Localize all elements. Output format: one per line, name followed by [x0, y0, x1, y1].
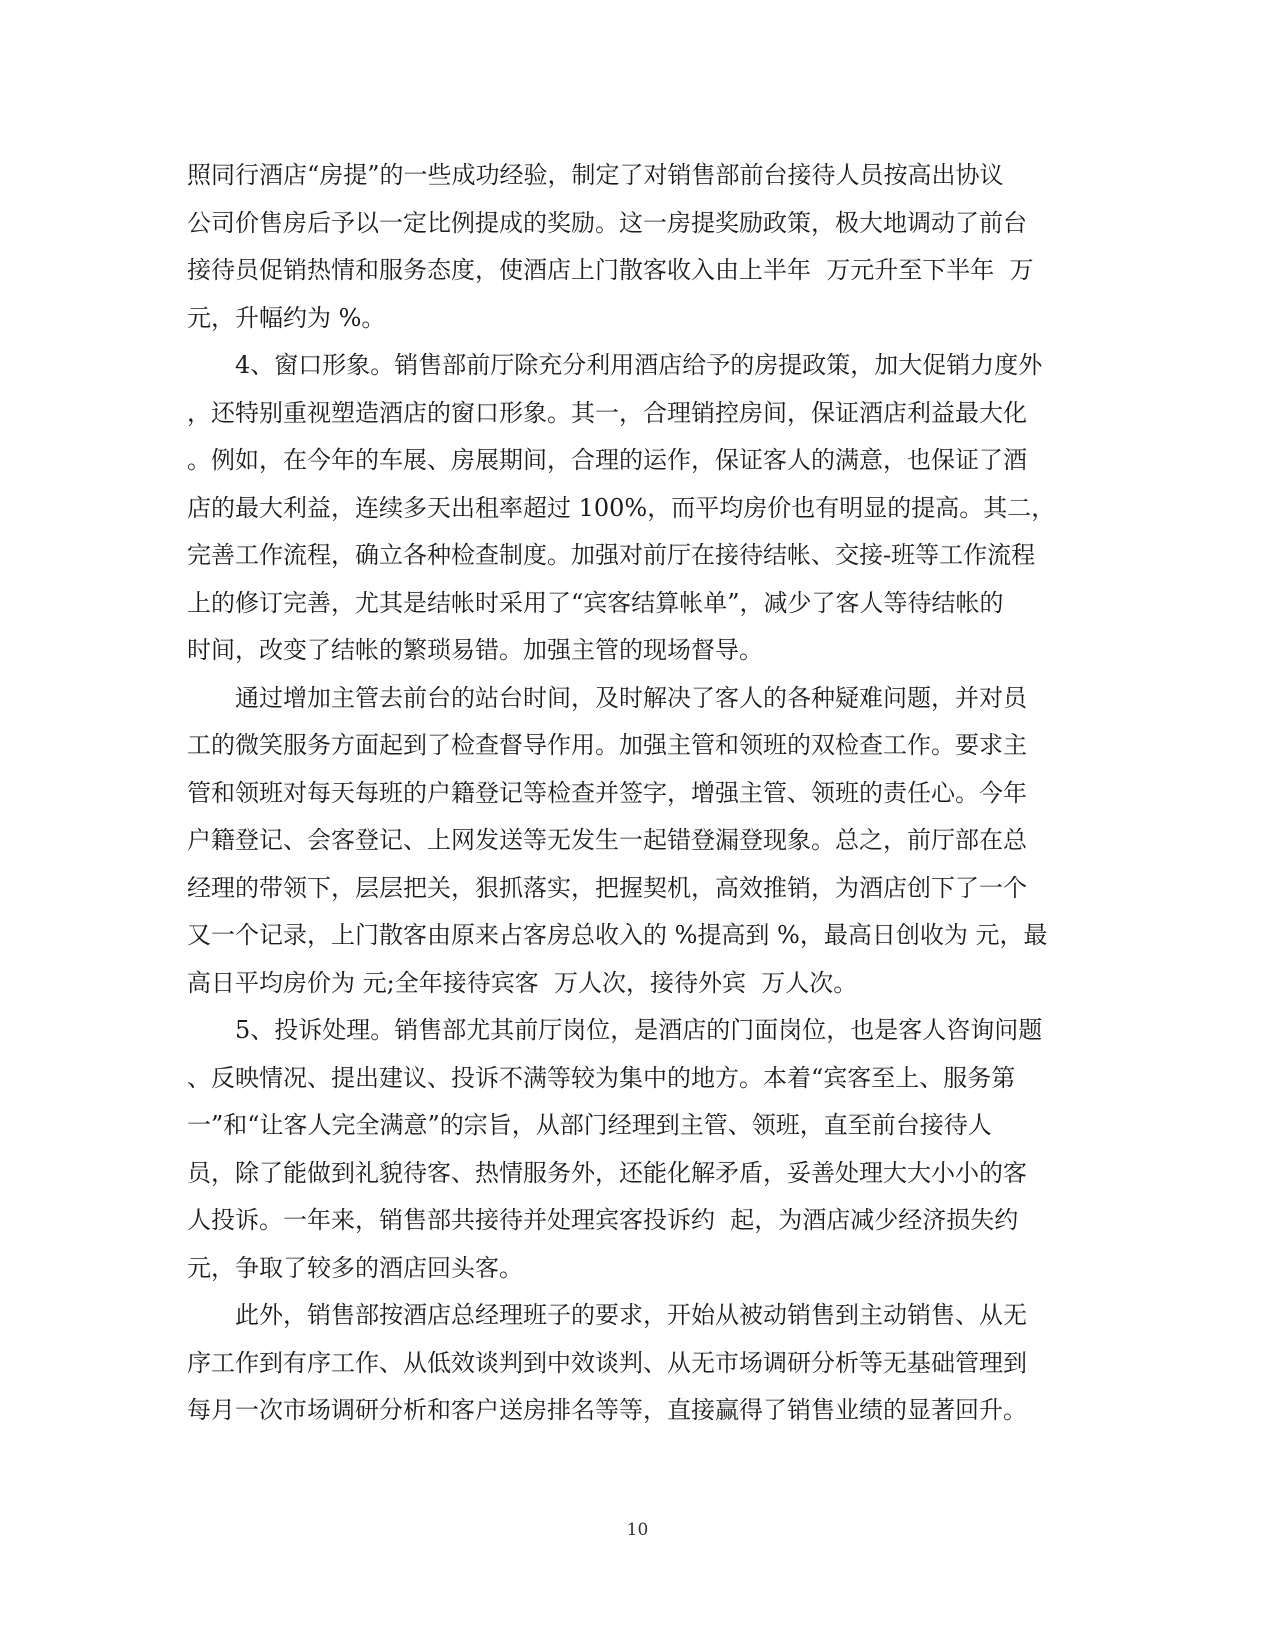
text-line: 经理的带领下，层层把关，狠抓落实，把握契机，高效推销，为酒店创下了一个	[187, 873, 1027, 902]
text-line: 元，争取了较多的酒店回头客。	[187, 1253, 523, 1282]
paragraph-first-line: 5、投诉处理。销售部尤其前厅岗位，是酒店的门面岗位，也是客人咨询问题	[235, 1016, 1043, 1044]
text-line: 员，除了能做到礼貌待客、热情服务外，还能化解矛盾，妥善处理大大小小的客	[187, 1158, 1027, 1187]
text-line: ，还特别重视塑造酒店的窗口形象。其一，合理销控房间，保证酒店利益最大化	[187, 398, 1027, 427]
text-line: 完善工作流程，确立各种检查制度。加强对前厅在接待结帐、交接-班等工作流程	[187, 541, 1036, 569]
text-line: 、反映情况、提出建议、投诉不满等较为集中的地方。本着“宾客至上、服务第	[187, 1063, 1016, 1092]
text-line: 人投诉。一年来，销售部共接待并处理宾客投诉约 起，为酒店减少经济损失约	[187, 1206, 1019, 1234]
text-line: 工的微笑服务方面起到了检查督导作用。加强主管和领班的双检查工作。要求主	[187, 731, 1027, 759]
body-text	[187, 152, 1056, 1435]
text-line: 户籍登记、会客登记、上网发送等无发生一起错登漏登现象。总之，前厅部在总	[187, 826, 1027, 854]
text-line: 管和领班对每天每班的户籍登记等检查并签字，增强主管、领班的责任心。今年	[187, 778, 1027, 807]
page-number: 10	[626, 1520, 649, 1540]
paragraph-first-line: 通过增加主管去前台的站台时间，及时解决了客人的各种疑难问题，并对员	[235, 683, 1027, 712]
text-line: 接待员促销热情和服务态度，使酒店上门散客收入由上半年 万元升至下半年 万	[187, 256, 1034, 284]
text-line: 一”和“让客人完全满意”的宗旨，从部门经理到主管、领班，直至前台接待人	[187, 1111, 992, 1139]
text-line: 店的最大利益，连续多天出租率超过 100%，而平均房价也有明显的提高。其二，	[187, 493, 1056, 522]
paragraph-first-line: 4、窗口形象。销售部前厅除充分利用酒店给予的房提政策，加大促销力度外	[235, 351, 1043, 379]
text-line: 序工作到有序工作、从低效谈判到中效谈判、从无市场调研分析等无基础管理到	[187, 1348, 1027, 1377]
text-line: 高日平均房价为 元;全年接待宾客 万人次，接待外宾 万人次。	[187, 968, 858, 997]
text-line: 照同行酒店“房提”的一些成功经验，制定了对销售部前台接待人员按高出协议	[187, 161, 1004, 189]
text-line: 每月一次市场调研分析和客户送房排名等等，直接赢得了销售业绩的显著回升。	[187, 1396, 1027, 1424]
text-line: 又一个记录，上门散客由原来占客房总收入的 %提高到 %，最高日创收为 元，最	[187, 921, 1048, 949]
paragraph-first-line: 此外，销售部按酒店总经理班子的要求，开始从被动销售到主动销售、从无	[235, 1301, 1027, 1329]
text-line: 元，升幅约为 %。	[187, 303, 386, 332]
text-line: 时间，改变了结帐的繁琐易错。加强主管的现场督导。	[187, 636, 763, 664]
text-line: 公司价售房后予以一定比例提成的奖励。这一房提奖励政策，极大地调动了前台	[187, 208, 1027, 237]
text-line: 上的修订完善，尤其是结帐时采用了“宾客结算帐单”，减少了客人等待结帐的	[187, 588, 1004, 617]
text-line: 。例如，在今年的车展、房展期间，合理的运作，保证客人的满意，也保证了酒	[187, 446, 1027, 474]
